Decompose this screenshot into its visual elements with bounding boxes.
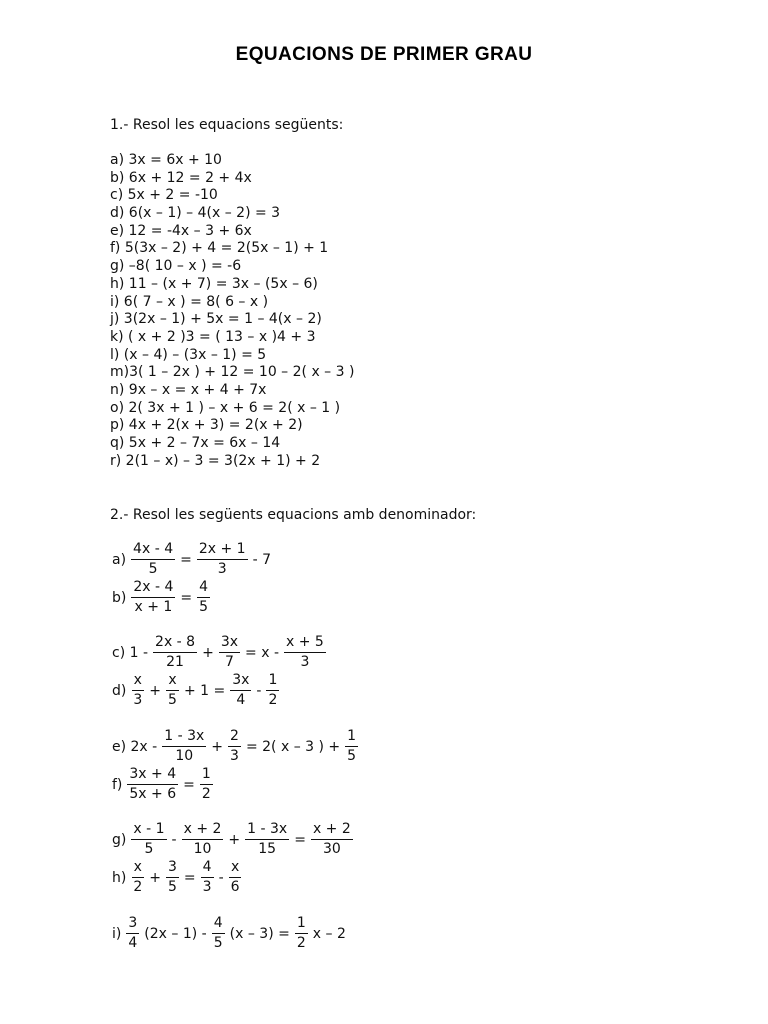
fraction — [201, 859, 214, 896]
numerator: 2x + 1 — [197, 541, 248, 560]
denominator: 5x + 6 — [129, 786, 177, 802]
fraction — [228, 728, 241, 765]
numerator: 1 - 3x — [162, 728, 206, 747]
fraction — [284, 634, 326, 671]
term: = x - — [245, 644, 279, 661]
fraction — [126, 915, 139, 952]
label: i) — [112, 925, 122, 942]
denominator: 21 — [166, 654, 184, 670]
fraction — [345, 728, 358, 765]
equation-i: i) 6( 7 – x ) = 8( 6 – x ) — [110, 293, 269, 310]
equation-o: o) 2( 3x + 1 ) – x + 6 = 2( x – 1 ) — [110, 399, 341, 416]
fraction-equation-f — [110, 766, 216, 803]
denominator: 5 — [347, 748, 357, 764]
numerator: 1 — [200, 766, 213, 785]
denominator: 4 — [128, 935, 138, 951]
denominator: 10 — [193, 841, 212, 857]
equals-sign: = — [183, 776, 195, 793]
numerator: 3x + 4 — [127, 766, 178, 785]
fraction-equation-d — [110, 672, 282, 709]
term: = 2( x – 3 ) + — [245, 738, 341, 755]
term: (x – 3) = — [229, 925, 290, 942]
denominator: 2 — [268, 692, 278, 708]
numerator: 4 — [212, 915, 225, 934]
label: b) — [112, 589, 127, 606]
fraction — [131, 541, 175, 578]
equation-f: f) 5(3x – 2) + 4 = 2(5x – 1) + 1 — [110, 240, 329, 257]
fraction — [230, 672, 251, 709]
equation-a: a) 3x = 6x + 10 — [110, 152, 222, 168]
denominator: 5 — [168, 879, 177, 895]
label: c) 1 - — [112, 644, 149, 661]
label: d) — [112, 682, 127, 699]
denominator: x + 1 — [134, 599, 173, 615]
fraction — [131, 579, 175, 616]
numerator: 1 — [295, 915, 308, 934]
numerator: x — [132, 859, 144, 878]
fraction — [131, 821, 166, 858]
operator: - — [218, 869, 224, 886]
numerator: x — [132, 672, 144, 691]
equation-n: n) 9x – x = x + 4 + 7x — [110, 381, 267, 398]
numerator: 4 — [197, 579, 210, 598]
fraction — [162, 728, 206, 765]
term: + 1 = — [183, 682, 226, 699]
denominator: 3 — [230, 748, 239, 764]
fraction-equation-c — [110, 634, 329, 671]
equation-q: q) 5x + 2 – 7x = 6x – 14 — [110, 435, 281, 451]
fraction — [212, 915, 225, 952]
label: a) — [112, 551, 127, 568]
section1-equation-list — [110, 152, 354, 470]
numerator: 1 — [345, 728, 358, 747]
label: e) 2x - — [112, 738, 158, 755]
label: g) — [112, 831, 127, 848]
denominator: 4 — [236, 692, 246, 708]
denominator: 3 — [133, 692, 143, 708]
numerator: 3x — [219, 634, 240, 653]
equation-b: b) 6x + 12 = 2 + 4x — [110, 169, 252, 186]
fraction — [166, 672, 179, 709]
denominator: 3 — [202, 879, 212, 895]
equation-c: c) 5x + 2 = -10 — [110, 187, 218, 204]
fraction-equation-g — [110, 821, 356, 858]
equation-g: g) –8( 10 – x ) = -6 — [110, 258, 242, 275]
equation-r: r) 2(1 – x) – 3 = 3(2x + 1) + 2 — [110, 452, 321, 469]
operator: + — [149, 869, 161, 886]
fraction — [131, 672, 144, 709]
numerator: x - 1 — [131, 821, 166, 840]
denominator: 7 — [224, 654, 234, 670]
equals-sign: = — [183, 869, 196, 886]
denominator: 10 — [175, 748, 194, 764]
numerator: 2x - 8 — [153, 634, 197, 653]
denominator: 30 — [322, 841, 341, 857]
page-title: EQUACIONS DE PRIMER GRAU — [235, 44, 533, 65]
section1-heading: 1.- Resol les equacions següents: — [110, 117, 344, 133]
numerator: x — [229, 859, 241, 878]
numerator: 3 — [166, 859, 179, 878]
operator: + — [211, 738, 224, 755]
numerator: 1 - 3x — [245, 821, 289, 840]
numerator: x — [166, 672, 178, 691]
denominator: 15 — [258, 841, 277, 857]
term: x – 2 — [312, 925, 346, 942]
fraction-equation-a — [110, 541, 273, 578]
label: h) — [112, 869, 127, 886]
numerator: 3x — [230, 672, 251, 691]
operator: + — [228, 831, 241, 848]
operator: + — [149, 682, 162, 699]
equation-k: k) ( x + 2 )3 = ( 13 – x )4 + 3 — [110, 328, 316, 345]
denominator: 3 — [300, 654, 310, 670]
denominator: 5 — [168, 692, 177, 708]
equals-sign: = — [180, 589, 193, 606]
equation-d: d) 6(x – 1) – 4(x – 2) = 3 — [110, 205, 281, 222]
fraction — [182, 821, 224, 858]
numerator: 2x - 4 — [131, 579, 175, 598]
fraction-equation-i — [110, 915, 348, 952]
operator: + — [202, 644, 214, 661]
fraction — [197, 579, 210, 616]
denominator: 2 — [201, 786, 211, 802]
fraction — [200, 766, 213, 803]
equation-m: m)3( 1 – 2x ) + 12 = 10 – 2( x – 3 ) — [110, 364, 355, 381]
numerator: 3 — [126, 915, 139, 934]
fraction-equation-h — [110, 859, 245, 896]
fraction — [131, 859, 144, 896]
fraction — [127, 766, 178, 803]
fraction — [197, 541, 248, 578]
numerator: 2 — [228, 728, 241, 747]
fraction — [166, 859, 179, 896]
fraction — [311, 821, 353, 858]
denominator: 2 — [133, 879, 143, 895]
fraction — [153, 634, 197, 671]
numerator: 4 — [201, 859, 214, 878]
section2-heading: 2.- Resol les següents equacions amb denominador: — [110, 507, 477, 523]
numerator: 1 — [266, 672, 279, 691]
denominator: 5 — [148, 561, 158, 577]
equals-sign: = — [180, 551, 192, 568]
fraction — [229, 859, 242, 896]
equation-l: l) (x – 4) – (3x – 1) = 5 — [110, 346, 267, 363]
numerator: x + 2 — [311, 821, 353, 840]
fraction — [266, 672, 279, 709]
label: f) — [112, 776, 123, 793]
numerator: x + 5 — [284, 634, 326, 653]
equation-p: p) 4x + 2(x + 3) = 2(x + 2) — [110, 417, 303, 434]
equals-sign: = — [294, 831, 306, 848]
equation-j: j) 3(2x – 1) + 5x = 1 – 4(x – 2) — [110, 311, 322, 328]
fraction — [295, 915, 308, 952]
operator: - — [171, 831, 177, 848]
numerator: 4x - 4 — [131, 541, 175, 560]
fraction — [219, 634, 240, 671]
denominator: 6 — [230, 879, 240, 895]
term: (2x – 1) - — [144, 925, 207, 942]
denominator: 5 — [199, 599, 209, 615]
term: - 7 — [252, 551, 271, 568]
numerator: x + 2 — [182, 821, 224, 840]
fraction-equation-e — [110, 728, 361, 765]
equation-e: e) 12 = -4x – 3 + 6x — [110, 222, 252, 239]
denominator: 5 — [213, 935, 223, 951]
denominator: 3 — [217, 561, 227, 577]
fraction-equation-b — [110, 579, 213, 616]
denominator: 5 — [144, 841, 154, 857]
fraction — [245, 821, 289, 858]
denominator: 2 — [296, 935, 306, 951]
operator: - — [256, 682, 262, 699]
equation-h: h) 11 – (x + 7) = 3x – (5x – 6) — [110, 275, 318, 292]
